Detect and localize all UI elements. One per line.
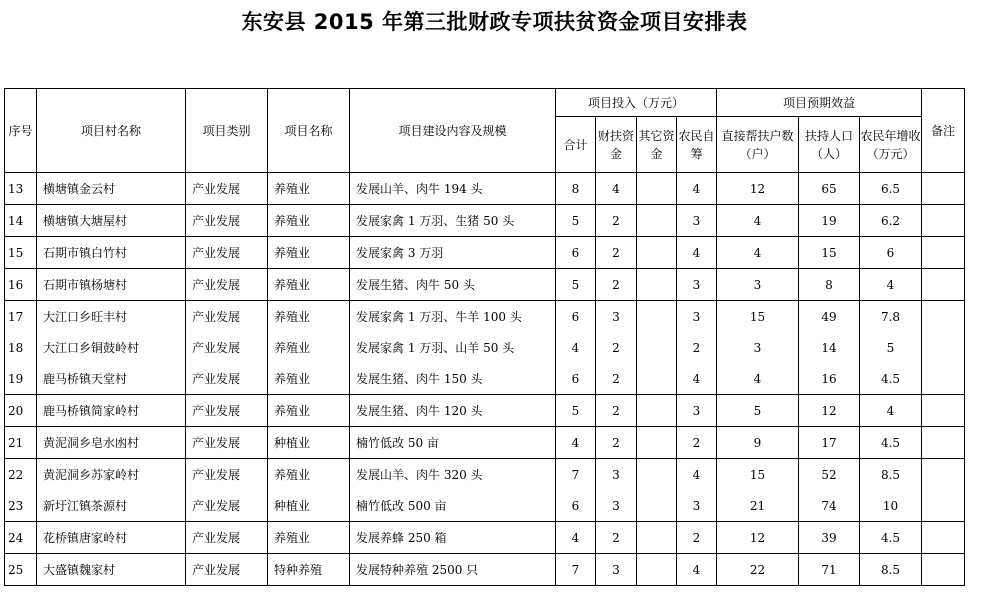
cell-income: 4.5 (860, 363, 922, 395)
cell-remarks (922, 363, 965, 395)
cell-name: 养殖业 (268, 522, 350, 554)
cell-content: 发展特种养殖 2500 只 (350, 554, 556, 586)
cell-households: 3 (717, 269, 799, 301)
cell-income: 5 (860, 332, 922, 363)
cell-other (637, 554, 677, 586)
header-fiscal: 财扶资金 (596, 117, 637, 173)
cell-content: 楠竹低改 50 亩 (350, 427, 556, 459)
cell-content: 发展生猪、肉牛 150 头 (350, 363, 556, 395)
cell-fiscal: 3 (596, 459, 637, 491)
cell-remarks (922, 269, 965, 301)
header-seq: 序号 (5, 89, 37, 173)
cell-category: 产业发展 (186, 237, 268, 269)
cell-households: 4 (717, 237, 799, 269)
cell-village: 横塘镇金云村 (37, 173, 186, 205)
cell-village: 大江口乡铜鼓岭村 (37, 332, 186, 363)
header-investment-group: 项目投入（万元） (556, 89, 717, 117)
cell-seq: 20 (5, 395, 37, 427)
cell-people: 8 (799, 269, 860, 301)
cell-remarks (922, 459, 965, 491)
cell-farmer: 2 (677, 427, 717, 459)
cell-category: 产业发展 (186, 490, 268, 522)
cell-name: 养殖业 (268, 395, 350, 427)
cell-households: 9 (717, 427, 799, 459)
table-row (5, 427, 965, 459)
cell-content: 发展家禽 1 万羽、牛羊 100 头 (350, 301, 556, 333)
cell-other (637, 301, 677, 333)
header-income: 农民年增收（万元） (860, 117, 922, 173)
cell-village: 黄泥洞乡苏家岭村 (37, 459, 186, 491)
page-title: 东安县 2015 年第三批财政专项扶贫资金项目安排表 (241, 10, 748, 34)
cell-people: 19 (799, 205, 860, 237)
cell-content: 发展家禽 3 万羽 (350, 237, 556, 269)
header-people: 扶持人口（人） (799, 117, 860, 173)
cell-other (637, 237, 677, 269)
cell-total: 5 (556, 269, 596, 301)
cell-village: 黄泥洞乡皂水凼村 (37, 427, 186, 459)
table-header (5, 89, 965, 173)
cell-total: 6 (556, 301, 596, 333)
cell-seq: 19 (5, 363, 37, 395)
cell-farmer: 4 (677, 554, 717, 586)
cell-category: 产业发展 (186, 301, 268, 333)
cell-farmer: 3 (677, 269, 717, 301)
cell-content: 发展家禽 1 万羽、山羊 50 头 (350, 332, 556, 363)
cell-name: 特种养殖 (268, 554, 350, 586)
cell-seq: 17 (5, 301, 37, 333)
cell-village: 新圩江镇茶源村 (37, 490, 186, 522)
table-row (5, 459, 965, 491)
cell-village: 花桥镇唐家岭村 (37, 522, 186, 554)
table-body (5, 173, 965, 586)
cell-fiscal: 2 (596, 395, 637, 427)
cell-people: 14 (799, 332, 860, 363)
cell-remarks (922, 554, 965, 586)
cell-farmer: 3 (677, 301, 717, 333)
cell-income: 6 (860, 237, 922, 269)
cell-fiscal: 2 (596, 332, 637, 363)
cell-seq: 15 (5, 237, 37, 269)
cell-name: 养殖业 (268, 459, 350, 491)
table-row (5, 173, 965, 205)
table-row (5, 301, 965, 333)
cell-category: 产业发展 (186, 173, 268, 205)
cell-people: 52 (799, 459, 860, 491)
cell-seq: 23 (5, 490, 37, 522)
cell-remarks (922, 395, 965, 427)
cell-other (637, 459, 677, 491)
cell-category: 产业发展 (186, 427, 268, 459)
cell-seq: 13 (5, 173, 37, 205)
cell-seq: 16 (5, 269, 37, 301)
cell-farmer: 4 (677, 363, 717, 395)
cell-total: 4 (556, 427, 596, 459)
table-row (5, 554, 965, 586)
cell-households: 12 (717, 522, 799, 554)
cell-income: 4.5 (860, 522, 922, 554)
table-row (5, 332, 965, 363)
cell-total: 8 (556, 173, 596, 205)
cell-total: 6 (556, 490, 596, 522)
header-farmer: 农民自筹 (677, 117, 717, 173)
cell-fiscal: 2 (596, 269, 637, 301)
cell-households: 15 (717, 301, 799, 333)
cell-total: 5 (556, 395, 596, 427)
cell-category: 产业发展 (186, 554, 268, 586)
table-row (5, 205, 965, 237)
cell-farmer: 2 (677, 332, 717, 363)
header-total: 合计 (556, 117, 596, 173)
cell-content: 发展养蜂 250 箱 (350, 522, 556, 554)
cell-village: 大盛镇魏家村 (37, 554, 186, 586)
cell-farmer: 4 (677, 459, 717, 491)
cell-name: 养殖业 (268, 363, 350, 395)
cell-households: 4 (717, 205, 799, 237)
cell-total: 7 (556, 554, 596, 586)
cell-income: 4 (860, 269, 922, 301)
cell-village: 鹿马桥镇天堂村 (37, 363, 186, 395)
cell-fiscal: 2 (596, 237, 637, 269)
cell-content: 楠竹低改 500 亩 (350, 490, 556, 522)
cell-seq: 21 (5, 427, 37, 459)
cell-village: 大江口乡旺丰村 (37, 301, 186, 333)
cell-farmer: 2 (677, 522, 717, 554)
cell-name: 养殖业 (268, 205, 350, 237)
cell-fiscal: 3 (596, 554, 637, 586)
table-row (5, 490, 965, 522)
cell-people: 49 (799, 301, 860, 333)
table-row (5, 395, 965, 427)
cell-remarks (922, 522, 965, 554)
cell-total: 6 (556, 363, 596, 395)
header-name: 项目名称 (268, 89, 350, 173)
cell-category: 产业发展 (186, 332, 268, 363)
cell-other (637, 205, 677, 237)
cell-other (637, 522, 677, 554)
cell-people: 71 (799, 554, 860, 586)
cell-name: 养殖业 (268, 269, 350, 301)
cell-fiscal: 3 (596, 490, 637, 522)
cell-people: 15 (799, 237, 860, 269)
cell-farmer: 4 (677, 237, 717, 269)
cell-fiscal: 2 (596, 363, 637, 395)
cell-income: 8.5 (860, 459, 922, 491)
cell-category: 产业发展 (186, 522, 268, 554)
cell-category: 产业发展 (186, 459, 268, 491)
cell-households: 4 (717, 363, 799, 395)
cell-seq: 22 (5, 459, 37, 491)
cell-total: 5 (556, 205, 596, 237)
cell-income: 4.5 (860, 427, 922, 459)
cell-farmer: 3 (677, 490, 717, 522)
cell-people: 17 (799, 427, 860, 459)
cell-income: 7.8 (860, 301, 922, 333)
cell-village: 横塘镇大塘屋村 (37, 205, 186, 237)
cell-fiscal: 2 (596, 427, 637, 459)
cell-remarks (922, 301, 965, 333)
cell-seq: 24 (5, 522, 37, 554)
cell-households: 12 (717, 173, 799, 205)
cell-remarks (922, 490, 965, 522)
cell-households: 5 (717, 395, 799, 427)
cell-people: 65 (799, 173, 860, 205)
cell-remarks (922, 237, 965, 269)
table-row (5, 363, 965, 395)
cell-category: 产业发展 (186, 395, 268, 427)
cell-other (637, 332, 677, 363)
cell-content: 发展家禽 1 万羽、生猪 50 头 (350, 205, 556, 237)
table-row (5, 237, 965, 269)
cell-households: 3 (717, 332, 799, 363)
cell-content: 发展山羊、肉牛 194 头 (350, 173, 556, 205)
cell-farmer: 4 (677, 173, 717, 205)
cell-village: 鹿马桥镇简家岭村 (37, 395, 186, 427)
cell-fiscal: 2 (596, 522, 637, 554)
cell-farmer: 3 (677, 205, 717, 237)
cell-name: 养殖业 (268, 237, 350, 269)
cell-farmer: 3 (677, 395, 717, 427)
cell-fiscal: 4 (596, 173, 637, 205)
cell-fiscal: 2 (596, 205, 637, 237)
cell-income: 6.2 (860, 205, 922, 237)
cell-other (637, 395, 677, 427)
header-benefit-group: 项目预期效益 (717, 89, 922, 117)
cell-households: 15 (717, 459, 799, 491)
cell-remarks (922, 332, 965, 363)
cell-income: 8.5 (860, 554, 922, 586)
cell-remarks (922, 173, 965, 205)
cell-category: 产业发展 (186, 205, 268, 237)
cell-total: 7 (556, 459, 596, 491)
cell-total: 6 (556, 237, 596, 269)
cell-remarks (922, 427, 965, 459)
cell-other (637, 427, 677, 459)
cell-households: 21 (717, 490, 799, 522)
cell-other (637, 269, 677, 301)
header-content: 项目建设内容及规模 (350, 89, 556, 173)
cell-name: 种植业 (268, 490, 350, 522)
table-row (5, 269, 965, 301)
cell-fiscal: 3 (596, 301, 637, 333)
cell-income: 4 (860, 395, 922, 427)
cell-village: 石期市镇杨塘村 (37, 269, 186, 301)
cell-seq: 14 (5, 205, 37, 237)
cell-village: 石期市镇白竹村 (37, 237, 186, 269)
header-village: 项目村名称 (37, 89, 186, 173)
cell-content: 发展生猪、肉牛 50 头 (350, 269, 556, 301)
header-households: 直接帮扶户数（户） (717, 117, 799, 173)
cell-content: 发展生猪、肉牛 120 头 (350, 395, 556, 427)
cell-name: 养殖业 (268, 173, 350, 205)
cell-people: 12 (799, 395, 860, 427)
header-other: 其它资金 (637, 117, 677, 173)
cell-total: 4 (556, 332, 596, 363)
cell-households: 22 (717, 554, 799, 586)
table-row (5, 522, 965, 554)
cell-income: 10 (860, 490, 922, 522)
cell-people: 16 (799, 363, 860, 395)
project-table (4, 88, 965, 586)
header-category: 项目类别 (186, 89, 268, 173)
cell-name: 种植业 (268, 427, 350, 459)
cell-name: 养殖业 (268, 301, 350, 333)
cell-seq: 18 (5, 332, 37, 363)
cell-people: 74 (799, 490, 860, 522)
cell-name: 养殖业 (268, 332, 350, 363)
cell-category: 产业发展 (186, 269, 268, 301)
cell-seq: 25 (5, 554, 37, 586)
cell-other (637, 173, 677, 205)
cell-people: 39 (799, 522, 860, 554)
cell-income: 6.5 (860, 173, 922, 205)
cell-other (637, 363, 677, 395)
cell-remarks (922, 205, 965, 237)
cell-other (637, 490, 677, 522)
cell-category: 产业发展 (186, 363, 268, 395)
header-remarks: 备注 (922, 89, 965, 173)
cell-total: 4 (556, 522, 596, 554)
cell-content: 发展山羊、肉牛 320 头 (350, 459, 556, 491)
